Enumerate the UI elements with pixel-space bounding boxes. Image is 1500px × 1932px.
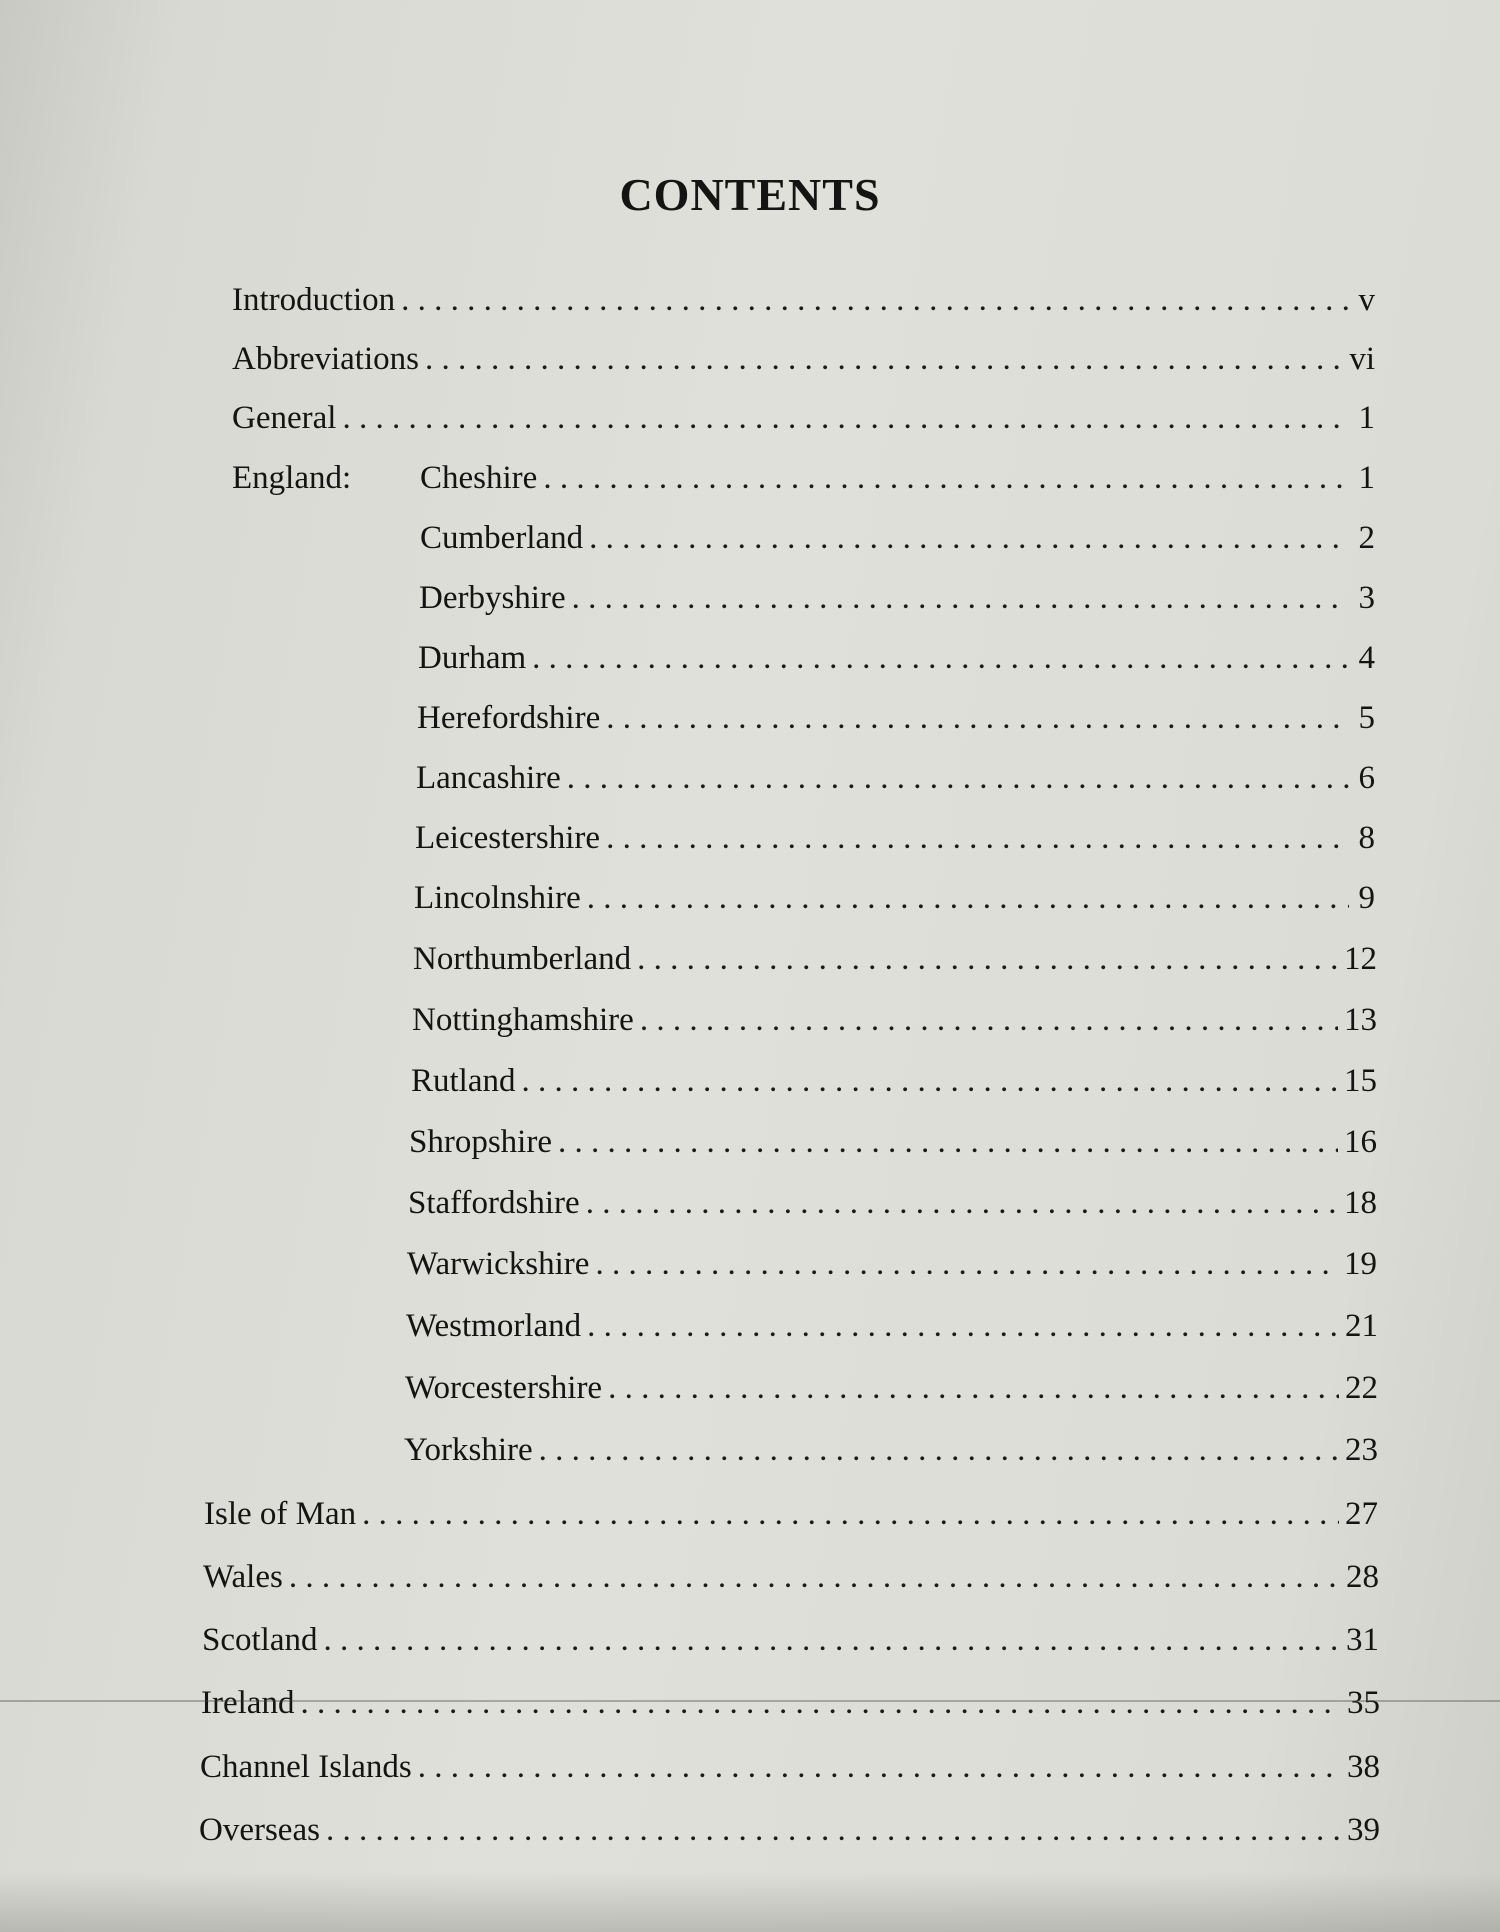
leader-dots — [543, 460, 1349, 497]
toc-page-number: 9 — [1358, 880, 1375, 916]
toc-label: Isle of Man — [204, 1496, 357, 1532]
toc-label: Worcestershire — [405, 1370, 603, 1406]
leader-dots — [539, 1432, 1339, 1469]
leader-dots — [362, 1496, 1339, 1533]
leader-dots — [425, 341, 1343, 378]
toc-label: Staffordshire — [408, 1185, 580, 1221]
toc-entry-lancashire — [416, 760, 1375, 804]
toc-entry-warwickshire — [407, 1246, 1377, 1290]
toc-label: Introduction — [232, 282, 396, 318]
toc-page-number: 23 — [1345, 1432, 1378, 1468]
toc-page-number: vi — [1349, 341, 1375, 377]
toc-entry-ireland — [201, 1685, 1380, 1729]
page-edge-line — [0, 1700, 1500, 1702]
toc-entry-leicestershire — [415, 820, 1375, 864]
toc-entry-nottinghamshire — [412, 1002, 1377, 1046]
leader-dots — [401, 282, 1349, 319]
toc-page-number: 1 — [1358, 400, 1375, 436]
toc-label: Warwickshire — [407, 1246, 590, 1282]
toc-entry-yorkshire — [404, 1432, 1378, 1476]
toc-label: Scotland — [202, 1622, 318, 1658]
toc-label: Leicestershire — [415, 820, 601, 856]
toc-entry-worcestershire — [405, 1370, 1378, 1414]
leader-dots — [522, 1063, 1339, 1100]
leader-dots — [342, 400, 1349, 437]
toc-page-number: 21 — [1345, 1308, 1378, 1344]
leader-dots — [300, 1685, 1341, 1722]
toc-page-number: 35 — [1347, 1685, 1380, 1721]
toc-label: Rutland — [411, 1063, 516, 1099]
toc-entry-herefordshire — [417, 700, 1375, 744]
leader-dots — [326, 1812, 1341, 1849]
toc-entry-rutland — [411, 1063, 1377, 1107]
toc-page-number: 28 — [1346, 1559, 1379, 1595]
leader-dots — [558, 1124, 1338, 1161]
toc-entry-staffordshire — [408, 1185, 1377, 1229]
section-prefix-england: England: — [232, 460, 352, 496]
toc-entry-lincolnshire — [414, 880, 1375, 924]
toc-label: Cumberland — [420, 520, 584, 556]
toc-entry-durham — [418, 640, 1375, 684]
toc-label: Herefordshire — [417, 700, 601, 736]
toc-label: Nottinghamshire — [412, 1002, 634, 1038]
toc-entry-wales — [203, 1559, 1379, 1603]
toc-entry-scotland — [202, 1622, 1379, 1666]
leader-dots — [567, 760, 1349, 797]
toc-label: Channel Islands — [200, 1749, 412, 1785]
toc-entry-general — [232, 400, 1375, 444]
toc-page-number: 8 — [1358, 820, 1375, 856]
toc-page-number: 12 — [1344, 941, 1377, 977]
leader-dots — [589, 520, 1349, 557]
toc-entry-channel-islands — [200, 1749, 1380, 1793]
toc-entry-overseas — [199, 1812, 1380, 1856]
toc-label: Yorkshire — [404, 1432, 533, 1468]
leader-dots — [572, 580, 1349, 617]
toc-page-number: 19 — [1344, 1246, 1377, 1282]
toc-entry-westmorland — [406, 1308, 1378, 1352]
toc-page-number: 4 — [1358, 640, 1375, 676]
toc-label: Abbreviations — [232, 341, 419, 377]
leader-dots — [532, 640, 1349, 677]
leader-dots — [595, 1246, 1338, 1283]
leader-dots — [587, 1308, 1339, 1345]
leader-dots — [640, 1002, 1338, 1039]
toc-page-number: 1 — [1358, 460, 1375, 496]
toc-entry-northumberland — [413, 941, 1377, 985]
leader-dots — [606, 700, 1349, 737]
toc-page-number: 39 — [1347, 1812, 1380, 1848]
toc-page-number: 27 — [1345, 1496, 1378, 1532]
toc-entry-introduction — [232, 282, 1375, 326]
toc-entry-isle-of-man — [204, 1496, 1378, 1540]
toc-page-number: 5 — [1358, 700, 1375, 736]
toc-page-number: 38 — [1347, 1749, 1380, 1785]
toc-page-number: 22 — [1345, 1370, 1378, 1406]
toc-page-number: 2 — [1358, 520, 1375, 556]
toc-page-number: 3 — [1358, 580, 1375, 616]
leader-dots — [608, 1370, 1339, 1407]
toc-page-number: 13 — [1344, 1002, 1377, 1038]
toc-label: Cheshire — [420, 460, 538, 496]
leader-dots — [587, 880, 1349, 917]
toc-page-number: 18 — [1344, 1185, 1377, 1221]
leader-dots — [323, 1622, 1340, 1659]
toc-page-number: 15 — [1344, 1063, 1377, 1099]
toc-page-number: 6 — [1358, 760, 1375, 796]
leader-dots — [586, 1185, 1338, 1222]
toc-label: Ireland — [201, 1685, 295, 1721]
toc-entry-cumberland — [420, 520, 1375, 564]
leader-dots — [606, 820, 1349, 857]
toc-label: Shropshire — [409, 1124, 552, 1160]
toc-page-number: 31 — [1346, 1622, 1379, 1658]
toc-label: Overseas — [199, 1812, 320, 1848]
toc-label: Durham — [418, 640, 527, 676]
toc-label: Wales — [203, 1559, 283, 1595]
toc-entry-cheshire — [232, 460, 1375, 504]
toc-label: Northumberland — [413, 941, 632, 977]
toc-entry-derbyshire — [419, 580, 1375, 624]
toc-page-number: v — [1358, 282, 1375, 318]
toc-label: Lancashire — [416, 760, 561, 796]
leader-dots — [289, 1559, 1340, 1596]
toc-label: Westmorland — [406, 1308, 582, 1344]
leader-dots — [637, 941, 1338, 978]
toc-page-number: 16 — [1344, 1124, 1377, 1160]
toc-label: Derbyshire — [419, 580, 566, 616]
leader-dots — [418, 1749, 1341, 1786]
page-bottom-shadow — [0, 1872, 1500, 1932]
toc-label: Lincolnshire — [414, 880, 581, 916]
toc-entry-shropshire — [409, 1124, 1377, 1168]
toc-entry-abbreviations — [232, 341, 1375, 385]
toc-label: General — [232, 400, 337, 436]
page-title: CONTENTS — [619, 169, 881, 220]
